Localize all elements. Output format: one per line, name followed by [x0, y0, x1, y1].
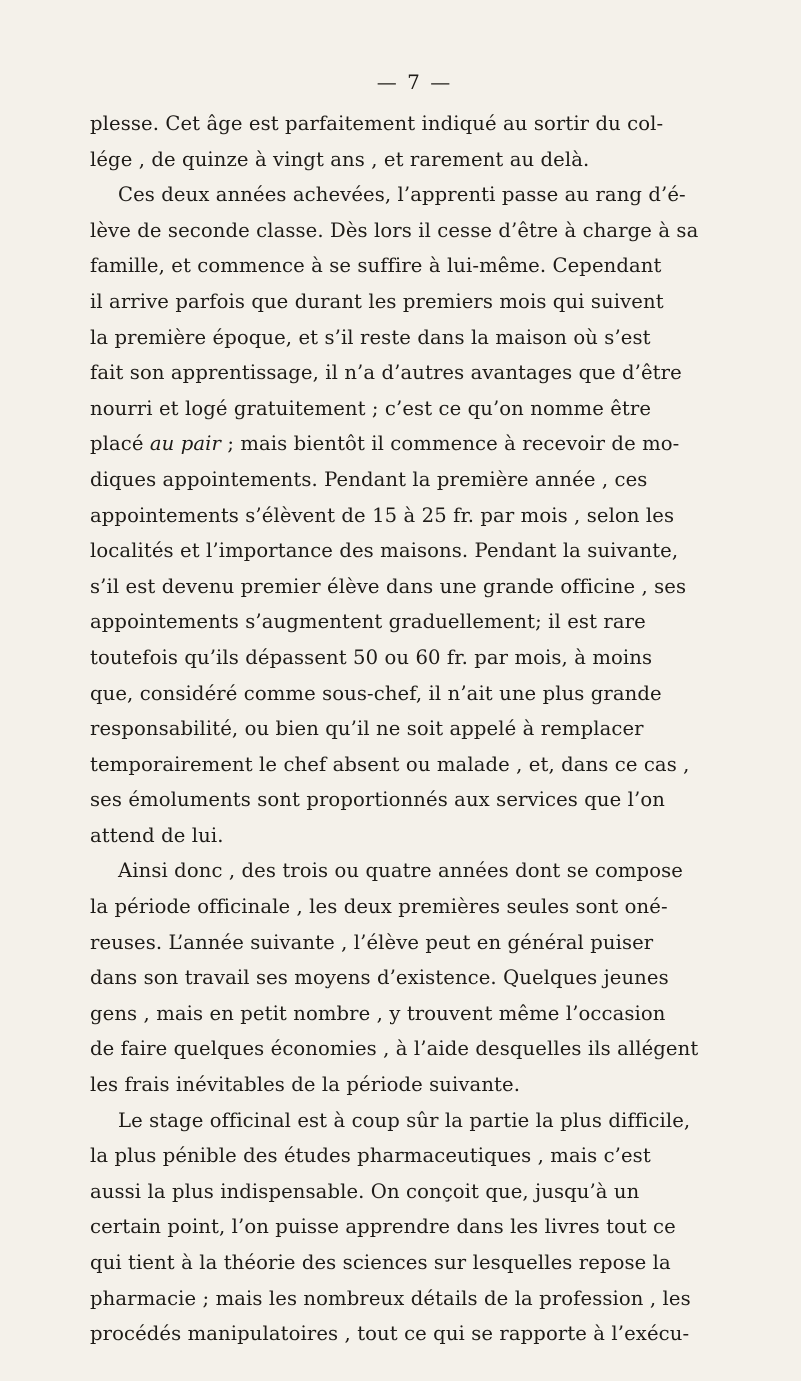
- italic-term: au pair: [149, 432, 221, 456]
- text-line: [90, 426, 739, 462]
- text-line: qui tient à la théorie des sciences sur lesquelles repose la: [90, 1251, 671, 1274]
- text-line: la plus pénible des études pharmaceutiques , mais c’est: [90, 1144, 651, 1168]
- body-text: [90, 106, 739, 1352]
- text-line: appointements s’élèvent de 15 à 25 fr. par mois , selon les: [90, 503, 675, 527]
- text-line: famille, et commence à se suffire à lui-même. Cependant: [90, 254, 662, 278]
- text-line: Ainsi donc , des trois ou quatre années dont se compose: [118, 859, 683, 883]
- page-number: — 7 —: [376, 70, 453, 94]
- text-line: nourri et logé gratuitement ; c’est ce qu’on nomme être: [90, 396, 652, 420]
- text-line: procédés manipulatoires , tout ce qui se rapporte à l’exécu-: [90, 1322, 690, 1346]
- text-segment: ; mais bientôt il commence à recevoir de mo-: [220, 432, 680, 456]
- text-line: reuses. L’année suivante , l’élève peut en général puiser: [90, 930, 654, 954]
- text-line: gens , mais en petit nombre , y trouvent même l’occasion: [90, 1001, 666, 1025]
- text-line: localités et l’importance des maisons. Pendant la suivante,: [90, 539, 679, 563]
- text-line: Ces deux années achevées, l’apprenti passe au rang d’é-: [118, 183, 686, 207]
- text-line: temporairement le chef absent ou malade , et, dans ce cas ,: [90, 752, 690, 776]
- text-line: diques appointements. Pendant la première année , ces: [90, 467, 648, 491]
- text-line: toutefois qu’ils dépassent 50 ou 60 fr. par mois, à moins: [90, 645, 653, 669]
- text-line: responsabilité, ou bien qu’il ne soit appelé à remplacer: [90, 717, 644, 741]
- text-line: fait son apprentissage, il n’a d’autres avantages que d’être: [90, 361, 682, 385]
- text-segment: placé: [90, 432, 150, 456]
- text-line: il arrive parfois que durant les premiers mois qui suivent: [90, 289, 664, 313]
- text-line: pharmacie ; mais les nombreux détails de la profession , les: [90, 1286, 691, 1310]
- text-line: que, considéré comme sous-chef, il n’ait une plus grande: [90, 681, 662, 705]
- text-line: de faire quelques économies , à l’aide desquelles ils allégent: [90, 1037, 699, 1061]
- text-line: s’il est devenu premier élève dans une grande officine , ses: [90, 574, 687, 598]
- text-line: appointements s’augmentent graduellement; il est rare: [90, 610, 646, 634]
- text-line: plesse. Cet âge est parfaitement indiqué au sortir du col-: [90, 112, 664, 135]
- text-line: les frais inévitables de la période suivante.: [90, 1073, 521, 1097]
- text-line: Le stage officinal est à coup sûr la partie la plus difficile,: [118, 1108, 691, 1132]
- text-line: lége , de quinze à vingt ans , et rarement au delà.: [90, 147, 590, 171]
- text-line: lève de seconde classe. Dès lors il cesse d’être à charge à sa: [90, 218, 699, 242]
- text-line: certain point, l’on puisse apprendre dans les livres tout ce: [90, 1215, 676, 1239]
- text-line: dans son travail ses moyens d’existence. Quelques jeunes: [90, 966, 669, 990]
- text-line: aussi la plus indispensable. On conçoit que, jusqu’à un: [90, 1179, 640, 1203]
- text-line: ses émoluments sont proportionnés aux services que l’on: [90, 788, 665, 812]
- text-line: la première époque, et s’il reste dans la maison où s’est: [90, 325, 651, 349]
- text-line: la période officinale , les deux premières seules sont oné-: [90, 895, 668, 919]
- text-line: attend de lui.: [90, 823, 224, 847]
